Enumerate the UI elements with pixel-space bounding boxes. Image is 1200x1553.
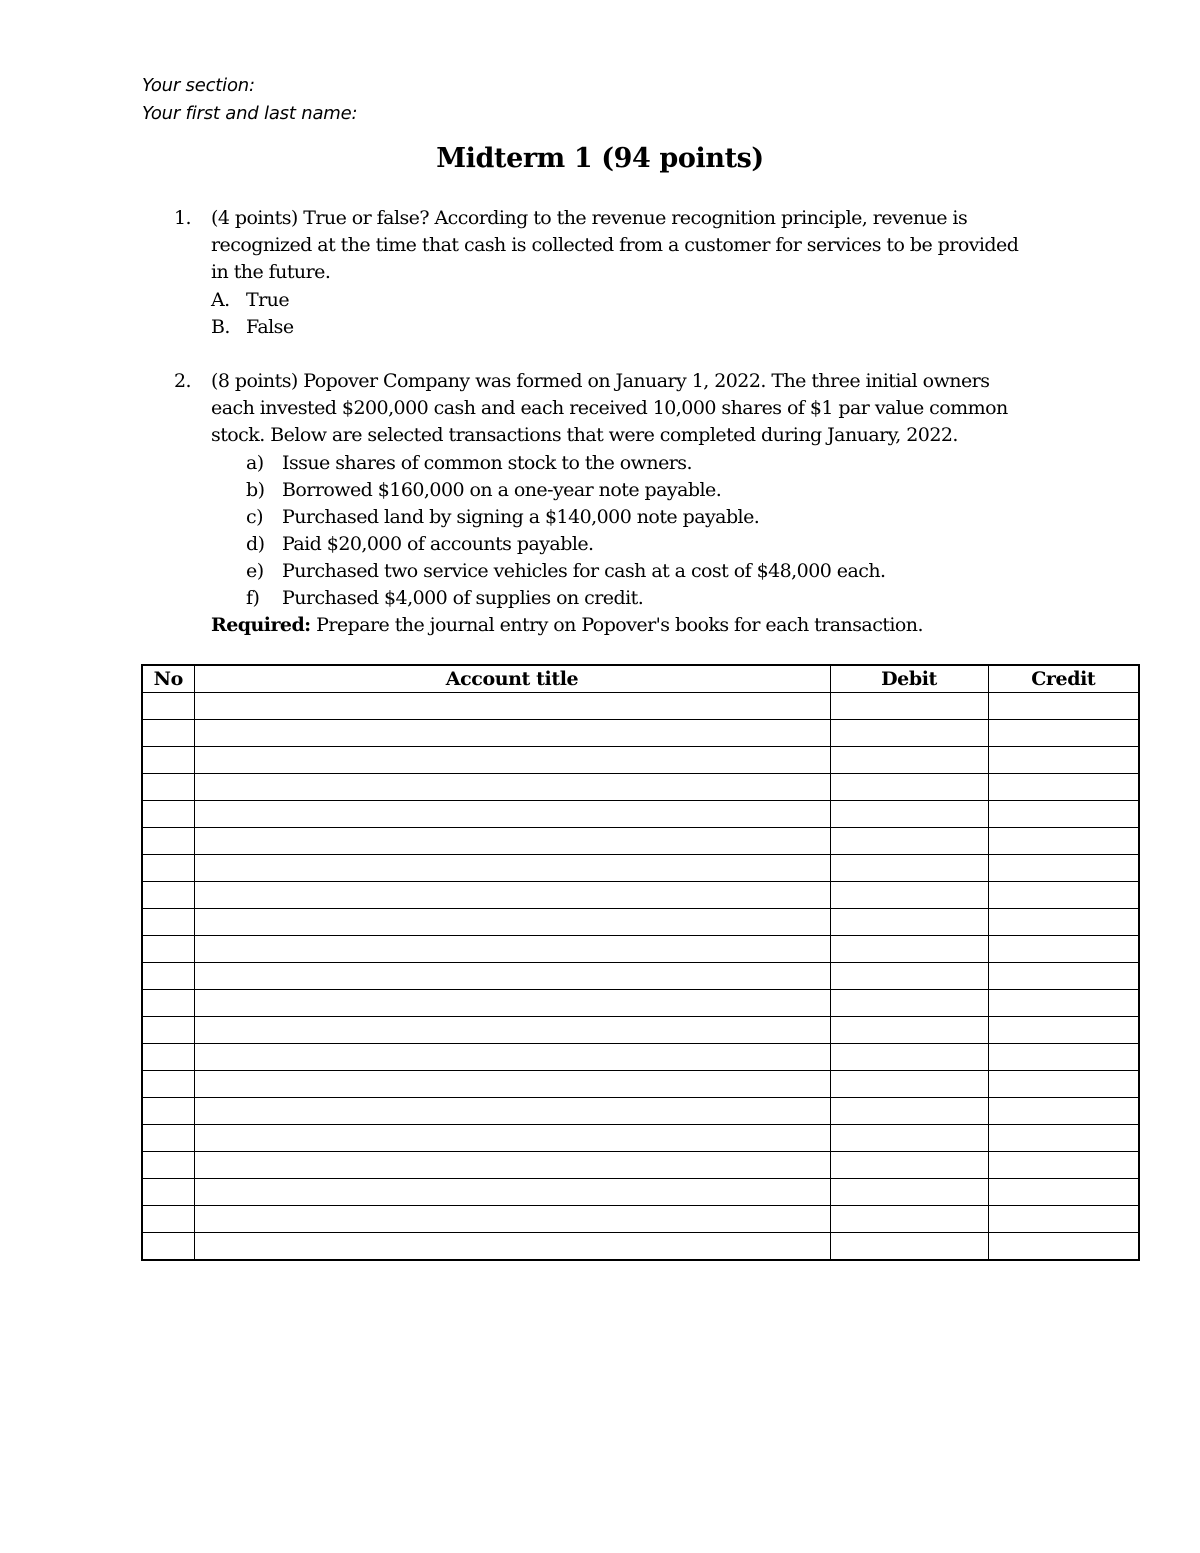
- cell-account-title[interactable]: [194, 855, 830, 882]
- cell-no[interactable]: [142, 828, 194, 855]
- cell-account-title[interactable]: [194, 1098, 830, 1125]
- table-row: [142, 1071, 1139, 1098]
- cell-account-title[interactable]: [194, 1179, 830, 1206]
- cell-debit[interactable]: [830, 774, 988, 801]
- question-1-line: in the future.: [211, 261, 331, 283]
- header-credit: Credit: [988, 665, 1139, 693]
- transaction-text: Borrowed $160,000 on a one-year note payable.: [282, 479, 722, 501]
- cell-credit[interactable]: [988, 855, 1139, 882]
- cell-debit[interactable]: [830, 1206, 988, 1233]
- cell-debit[interactable]: [830, 1125, 988, 1152]
- transaction-text: Purchased land by signing a $140,000 note payable.: [282, 506, 760, 528]
- table-row: [142, 1233, 1139, 1261]
- transaction-e: [246, 558, 886, 585]
- cell-debit[interactable]: [830, 1071, 988, 1098]
- question-1-number: 1.: [174, 207, 192, 229]
- transaction-text: Paid $20,000 of accounts payable.: [282, 533, 594, 555]
- question-2-number: 2.: [174, 370, 192, 392]
- table-row: [142, 882, 1139, 909]
- cell-no[interactable]: [142, 1071, 194, 1098]
- cell-no[interactable]: [142, 1206, 194, 1233]
- transaction-f: [246, 585, 643, 612]
- cell-no[interactable]: [142, 1179, 194, 1206]
- cell-account-title[interactable]: [194, 1017, 830, 1044]
- table-row: [142, 990, 1139, 1017]
- table-row: [142, 909, 1139, 936]
- table-row: [142, 963, 1139, 990]
- transaction-letter: e): [246, 560, 264, 582]
- cell-account-title[interactable]: [194, 990, 830, 1017]
- cell-account-title[interactable]: [194, 936, 830, 963]
- cell-no[interactable]: [142, 1044, 194, 1071]
- transaction-b: [246, 477, 721, 504]
- question-2-line: stock. Below are selected transactions that were completed during January, 2022.: [211, 424, 958, 446]
- required-instruction: [211, 612, 923, 639]
- option-letter: B.: [211, 316, 230, 338]
- cell-no[interactable]: [142, 1017, 194, 1044]
- header-account-title: Account title: [194, 665, 830, 693]
- transaction-text: Purchased two service vehicles for cash at a cost of $48,000 each.: [282, 560, 886, 582]
- cell-debit[interactable]: [830, 990, 988, 1017]
- transaction-d: [246, 531, 594, 558]
- option-text: False: [246, 316, 294, 338]
- question-1-line: recognized at the time that cash is collected from a customer for services to be provided: [211, 234, 1019, 256]
- journal-table-body: [142, 693, 1139, 1261]
- cell-credit[interactable]: [988, 909, 1139, 936]
- cell-account-title[interactable]: [194, 1071, 830, 1098]
- table-row: [142, 1125, 1139, 1152]
- transaction-letter: f): [246, 587, 260, 609]
- cell-credit[interactable]: [988, 1017, 1139, 1044]
- cell-credit[interactable]: [988, 1125, 1139, 1152]
- cell-credit[interactable]: [988, 1044, 1139, 1071]
- cell-credit[interactable]: [988, 801, 1139, 828]
- cell-debit[interactable]: [830, 1044, 988, 1071]
- table-row: [142, 828, 1139, 855]
- cell-no[interactable]: [142, 882, 194, 909]
- cell-debit[interactable]: [830, 801, 988, 828]
- question-1-line: (4 points) True or false? According to the revenue recognition principle, revenue is: [211, 207, 968, 229]
- cell-credit[interactable]: [988, 936, 1139, 963]
- transaction-a: [246, 450, 692, 477]
- cell-no[interactable]: [142, 774, 194, 801]
- cell-credit[interactable]: [988, 990, 1139, 1017]
- cell-no[interactable]: [142, 990, 194, 1017]
- cell-debit[interactable]: [830, 882, 988, 909]
- cell-no[interactable]: [142, 801, 194, 828]
- table-row: [142, 1206, 1139, 1233]
- question-2-text: [211, 368, 1091, 449]
- option-text: True: [246, 289, 290, 311]
- cell-account-title[interactable]: [194, 963, 830, 990]
- cell-credit[interactable]: [988, 963, 1139, 990]
- cell-no[interactable]: [142, 1125, 194, 1152]
- required-text: Prepare the journal entry on Popover's books for each transaction.: [310, 614, 923, 636]
- cell-account-title[interactable]: [194, 1044, 830, 1071]
- exam-title: Midterm 1 (94 points): [436, 143, 764, 174]
- transaction-letter: c): [246, 506, 263, 528]
- table-row: [142, 936, 1139, 963]
- cell-debit[interactable]: [830, 909, 988, 936]
- table-row: [142, 774, 1139, 801]
- transaction-letter: a): [246, 452, 264, 474]
- cell-debit[interactable]: [830, 855, 988, 882]
- cell-credit[interactable]: [988, 828, 1139, 855]
- required-label: Required:: [211, 614, 311, 636]
- cell-account-title[interactable]: [194, 1206, 830, 1233]
- cell-debit[interactable]: [830, 1098, 988, 1125]
- table-row: [142, 1017, 1139, 1044]
- table-row: [142, 747, 1139, 774]
- table-row: [142, 1152, 1139, 1179]
- cell-account-title[interactable]: [194, 747, 830, 774]
- cell-debit[interactable]: [830, 963, 988, 990]
- cell-account-title[interactable]: [194, 801, 830, 828]
- cell-debit[interactable]: [830, 720, 988, 747]
- question-1-text: [211, 205, 1091, 286]
- option-a: [211, 287, 289, 314]
- name-label: Your first and last name:: [142, 103, 358, 124]
- cell-no[interactable]: [142, 963, 194, 990]
- table-row: [142, 720, 1139, 747]
- cell-debit[interactable]: [830, 936, 988, 963]
- transaction-text: Issue shares of common stock to the owners.: [282, 452, 692, 474]
- cell-account-title[interactable]: [194, 909, 830, 936]
- table-row: [142, 1179, 1139, 1206]
- option-b: [211, 314, 294, 341]
- cell-credit[interactable]: [988, 1179, 1139, 1206]
- cell-credit[interactable]: [988, 720, 1139, 747]
- cell-account-title[interactable]: [194, 774, 830, 801]
- cell-account-title[interactable]: [194, 693, 830, 720]
- cell-debit[interactable]: [830, 693, 988, 720]
- cell-debit[interactable]: [830, 747, 988, 774]
- cell-no[interactable]: [142, 693, 194, 720]
- header-no: No: [142, 665, 194, 693]
- cell-no[interactable]: [142, 1098, 194, 1125]
- cell-credit[interactable]: [988, 693, 1139, 720]
- cell-no[interactable]: [142, 1233, 194, 1261]
- cell-no[interactable]: [142, 855, 194, 882]
- cell-debit[interactable]: [830, 1179, 988, 1206]
- cell-account-title[interactable]: [194, 1152, 830, 1179]
- cell-no[interactable]: [142, 1152, 194, 1179]
- cell-account-title[interactable]: [194, 882, 830, 909]
- table-row: [142, 693, 1139, 720]
- cell-no[interactable]: [142, 747, 194, 774]
- section-label: Your section:: [142, 75, 255, 96]
- option-letter: A.: [211, 289, 230, 311]
- transaction-letter: d): [246, 533, 265, 555]
- cell-no[interactable]: [142, 909, 194, 936]
- transaction-letter: b): [246, 479, 265, 501]
- cell-credit[interactable]: [988, 774, 1139, 801]
- cell-credit[interactable]: [988, 747, 1139, 774]
- cell-account-title[interactable]: [194, 1125, 830, 1152]
- cell-credit[interactable]: [988, 1233, 1139, 1261]
- cell-no[interactable]: [142, 936, 194, 963]
- question-2-line: (8 points) Popover Company was formed on January 1, 2022. The three initial owners: [211, 370, 990, 392]
- cell-account-title[interactable]: [194, 720, 830, 747]
- cell-account-title[interactable]: [194, 1233, 830, 1261]
- cell-credit[interactable]: [988, 1152, 1139, 1179]
- cell-account-title[interactable]: [194, 828, 830, 855]
- transaction-c: [246, 504, 759, 531]
- cell-credit[interactable]: [988, 1098, 1139, 1125]
- cell-debit[interactable]: [830, 1017, 988, 1044]
- transaction-text: Purchased $4,000 of supplies on credit.: [282, 587, 644, 609]
- table-row: [142, 855, 1139, 882]
- table-header-row: [142, 665, 1139, 693]
- journal-entry-table: [141, 664, 1140, 1261]
- cell-debit[interactable]: [830, 1233, 988, 1261]
- cell-credit[interactable]: [988, 1206, 1139, 1233]
- cell-credit[interactable]: [988, 1071, 1139, 1098]
- header-debit: Debit: [830, 665, 988, 693]
- cell-debit[interactable]: [830, 828, 988, 855]
- cell-debit[interactable]: [830, 1152, 988, 1179]
- table-row: [142, 801, 1139, 828]
- cell-credit[interactable]: [988, 882, 1139, 909]
- table-row: [142, 1044, 1139, 1071]
- cell-no[interactable]: [142, 720, 194, 747]
- question-2-line: each invested $200,000 cash and each received 10,000 shares of $1 par value common: [211, 397, 1008, 419]
- table-row: [142, 1098, 1139, 1125]
